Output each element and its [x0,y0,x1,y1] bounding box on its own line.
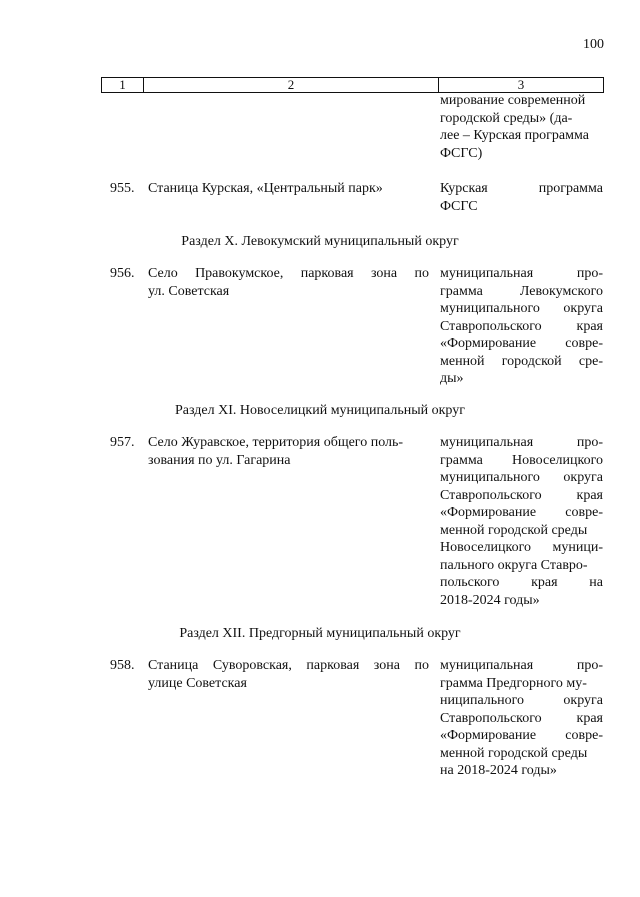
row-name-line: ул. Советская [148,283,230,299]
word: совре- [565,505,603,520]
word: программа [538,181,603,196]
row-number: 958. [110,658,135,673]
word: парковая [306,658,360,673]
word: совре- [565,336,603,351]
word: «Формирование [440,336,537,351]
word: Курская [440,181,488,196]
text-line: городской среды» (да- [440,110,573,126]
row-program-line [440,692,603,710]
row-number: 956. [110,266,135,281]
row-name-line: Станица Курская, «Центральный парк» [148,181,383,196]
word: Правокумское, [195,266,284,281]
row-name-line: Село Журавское, территория общего поль- [148,435,404,450]
row-program-line [440,469,603,487]
word: городской [501,353,562,369]
section-heading: Раздел X. Левокумский муниципальный округ [181,234,459,249]
word: округа [563,301,603,316]
word: на [589,575,603,590]
word: «Формирование [440,505,537,520]
word: края [576,487,603,503]
row-program-line [440,335,603,353]
row-number: 957. [110,435,135,450]
word: муниципальная [440,658,534,673]
page-number: 100 [583,37,604,52]
word: зона [370,266,398,281]
text-line: мирование современной [440,93,586,108]
row-name-line: улице Советская [148,675,247,691]
word: муници- [552,540,603,555]
word: Ставропольского [440,318,542,334]
word: Село [148,266,178,281]
row-program-line: пального округа Ставро- [440,557,588,573]
header-col-1: 1 [102,78,144,93]
text-line: лее – Курская программа [440,128,589,143]
word: края [576,710,603,726]
row-program-line [440,265,603,283]
word: по [414,658,429,673]
row-number: 955. [110,181,135,196]
row-program-line: на 2018-2024 годы» [440,763,557,778]
word: польского [440,575,500,590]
word: сре- [578,353,603,369]
word: муниципального [440,301,540,316]
row-program-line [440,180,603,198]
row-program-line: менной городской среды [440,745,588,761]
row-program-line: ды» [440,371,464,386]
word: парковая [300,266,354,281]
section-heading: Раздел XI. Новоселицкий муниципальный округ [175,403,465,418]
word: муниципального [440,470,540,485]
word: Станица [148,658,199,673]
word: Ставропольского [440,710,542,726]
row-program-line [440,539,603,557]
row-program-line [440,300,603,318]
word: про- [576,435,603,450]
word: ниципального [440,693,525,708]
row-program-line [440,710,603,728]
row-program-line [440,727,603,745]
row-program-line [440,504,603,522]
text-line: ФСГС) [440,145,483,161]
row-program-line [440,574,603,592]
word: округа [563,693,603,708]
word: совре- [565,728,603,743]
section-heading: Раздел XII. Предгорный муниципальный округ [179,626,461,641]
row-name-line [148,265,429,283]
row-program-line [440,318,603,336]
word: Ставропольского [440,487,542,503]
row-program-line [440,434,603,452]
word: про- [576,658,603,673]
row-program-line: менной городской среды [440,522,588,538]
word: Суворовская, [212,658,292,673]
row-program-line [440,657,603,675]
row-name-line [148,657,429,675]
word: грамма [440,452,483,468]
table-header [101,77,604,93]
header-col-3: 3 [439,78,604,93]
word: Левокумского [519,283,603,299]
row-program-line [440,487,603,505]
word: менной [440,353,485,369]
word: Новоселицкого [511,452,603,468]
word: муниципальная [440,435,534,450]
word: округа [563,470,603,485]
row-program-line: грамма Предгорного му- [440,675,587,691]
word: края [576,318,603,334]
word: про- [576,266,603,281]
row-program-line [440,452,603,470]
word: грамма [440,283,483,299]
row-name-line: зования по ул. Гагарина [148,452,291,468]
word: края [531,575,558,590]
row-program-line [440,283,603,301]
word: по [414,266,429,281]
word: зона [373,658,400,673]
row-program-line: 2018-2024 годы» [440,592,540,608]
word: «Формирование [440,728,537,743]
row-program-line [440,353,603,371]
word: муниципальная [440,266,534,281]
word: Новоселицкого [440,540,532,555]
header-col-2: 2 [144,78,439,93]
row-program-line: ФСГС [440,198,478,214]
